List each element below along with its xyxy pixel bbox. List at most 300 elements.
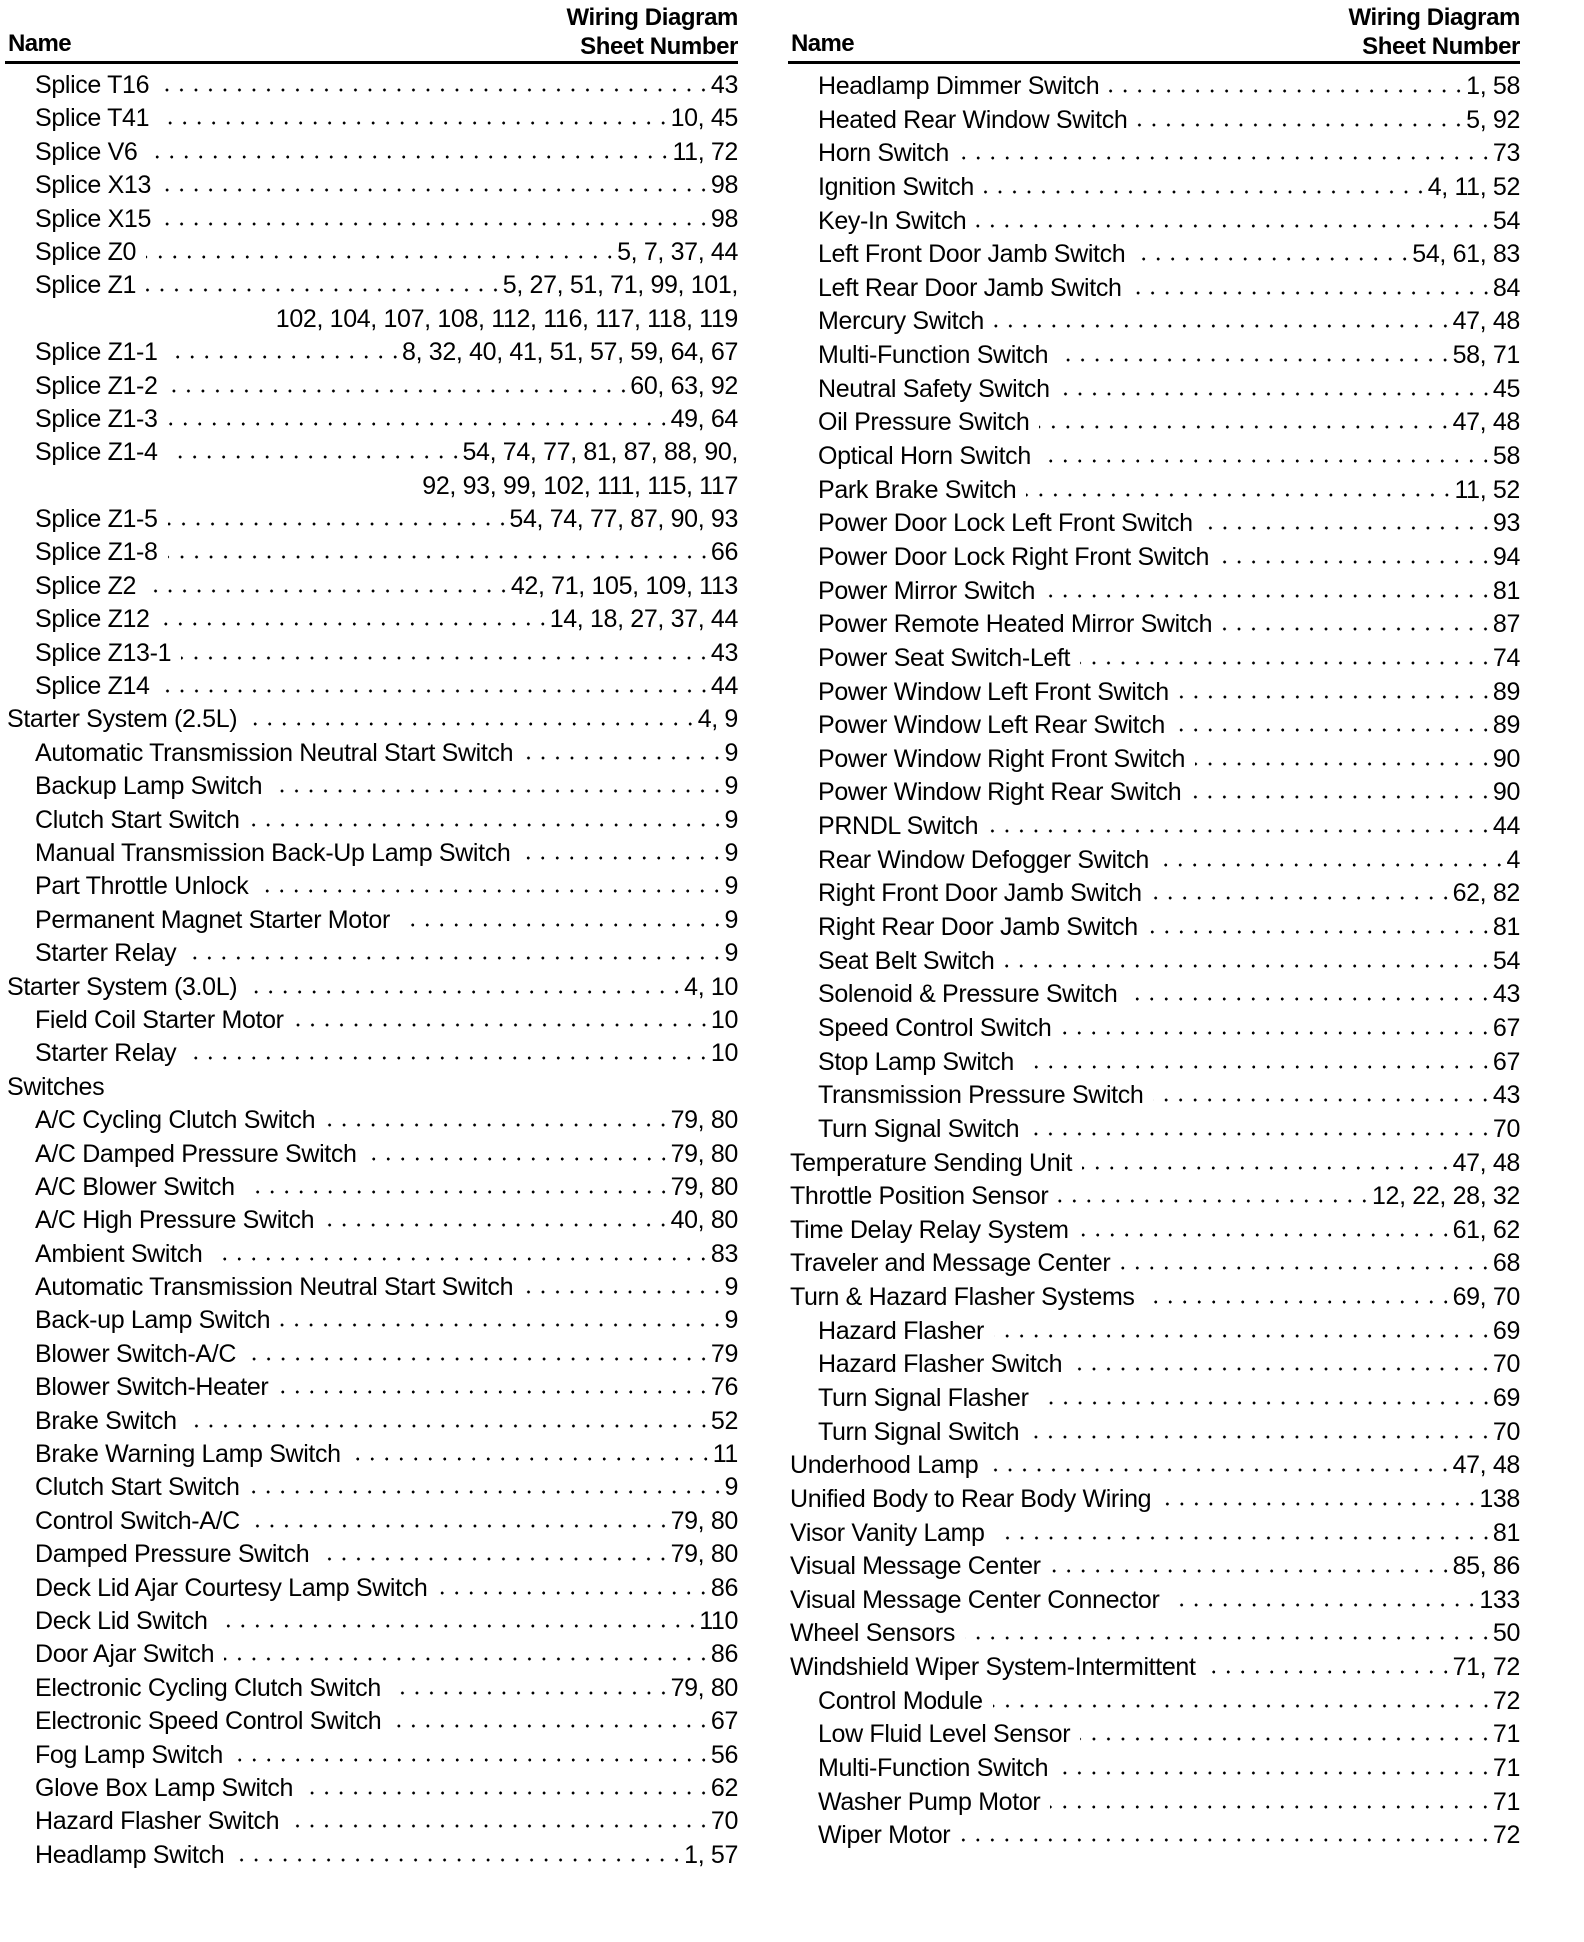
sheet-numbers: 71 bbox=[1492, 1720, 1520, 1749]
sheet-numbers: 86 bbox=[710, 1640, 738, 1669]
entry-name: Manual Transmission Back-Up Lamp Switch bbox=[35, 838, 511, 867]
entry-name: Headlamp Switch bbox=[35, 1840, 225, 1869]
sheet-numbers: 43 bbox=[710, 71, 738, 99]
index-subentry bbox=[788, 1685, 1520, 1719]
sheet-numbers: 9 bbox=[724, 738, 738, 767]
index-subentry bbox=[5, 904, 738, 937]
sheet-numbers: 83 bbox=[710, 1239, 738, 1268]
sheet-numbers: 9 bbox=[724, 772, 738, 801]
entry-name: Rear Window Defogger Switch bbox=[818, 845, 1149, 874]
sheet-numbers: 9 bbox=[724, 939, 738, 968]
index-subentry bbox=[5, 503, 738, 536]
index-subentry bbox=[5, 1304, 738, 1337]
index-entry bbox=[788, 1214, 1520, 1248]
sheet-numbers: 138 bbox=[1479, 1484, 1520, 1513]
dot-leader bbox=[1120, 1265, 1493, 1271]
dot-leader bbox=[233, 1757, 711, 1763]
dot-leader bbox=[1152, 895, 1453, 901]
entry-name: Deck Lid Ajar Courtesy Lamp Switch bbox=[35, 1573, 428, 1602]
sheet-numbers: 47, 48 bbox=[1452, 408, 1520, 437]
sheet-numbers: 54, 74, 77, 87, 90, 93 bbox=[509, 505, 738, 534]
index-subentry bbox=[5, 1638, 738, 1671]
sheet-numbers: 76 bbox=[710, 1373, 738, 1402]
index-subentry bbox=[788, 474, 1520, 508]
dot-leader bbox=[1039, 424, 1452, 430]
index-entry bbox=[788, 1651, 1520, 1685]
dot-leader bbox=[258, 888, 724, 894]
dot-leader bbox=[1135, 256, 1412, 262]
sheet-numbers: 40, 80 bbox=[670, 1206, 738, 1235]
sheet-numbers: 11, 52 bbox=[1454, 475, 1520, 504]
entry-name: Backup Lamp Switch bbox=[35, 772, 263, 801]
entry-name: Right Rear Door Jamb Switch bbox=[818, 913, 1138, 942]
dot-leader bbox=[160, 688, 711, 694]
dot-leader bbox=[1169, 1602, 1479, 1608]
sheet-numbers: 54 bbox=[1492, 946, 1520, 975]
dot-leader bbox=[146, 254, 617, 260]
entry-name: Power Door Lock Left Front Switch bbox=[818, 509, 1193, 538]
index-subentry bbox=[788, 945, 1520, 979]
sheet-numbers: 79, 80 bbox=[670, 1106, 738, 1135]
sheet-numbers: 71, 72 bbox=[1452, 1653, 1520, 1682]
sheet-numbers: 72 bbox=[1492, 1686, 1520, 1715]
sheet-numbers: 73 bbox=[1492, 139, 1520, 168]
entry-name: Splice Z1-1 bbox=[35, 338, 158, 367]
index-subentry bbox=[788, 642, 1520, 676]
dot-leader bbox=[995, 1535, 1493, 1541]
dot-leader bbox=[168, 421, 671, 427]
entry-name: Control Switch-A/C bbox=[35, 1506, 240, 1535]
entry-name: Field Coil Starter Motor bbox=[35, 1005, 284, 1034]
sheet-numbers: 102, 104, 107, 108, 112, 116, 117, 118, 119 bbox=[275, 304, 738, 333]
entry-name: Power Mirror Switch bbox=[818, 576, 1035, 605]
dot-leader bbox=[212, 1256, 711, 1262]
sheet-numbers: 66 bbox=[710, 538, 738, 567]
index-subentry bbox=[788, 877, 1520, 911]
entry-name: Brake Warning Lamp Switch bbox=[35, 1440, 341, 1469]
dot-leader bbox=[1045, 593, 1493, 599]
entry-name: Starter Relay bbox=[35, 939, 177, 968]
dot-leader bbox=[168, 521, 510, 527]
index-subentry bbox=[788, 810, 1520, 844]
entry-name: Temperature Sending Unit bbox=[790, 1148, 1073, 1177]
entry-name: Power Door Lock Right Front Switch bbox=[818, 542, 1210, 571]
sheet-numbers: 85, 86 bbox=[1452, 1552, 1520, 1581]
dot-leader bbox=[325, 1122, 670, 1128]
dot-leader bbox=[250, 1489, 725, 1495]
index-subentry bbox=[5, 136, 738, 169]
header-rule bbox=[788, 61, 1520, 64]
sheet-numbers: 67 bbox=[1492, 1047, 1520, 1076]
sheet-numbers: 62 bbox=[710, 1773, 738, 1802]
index-subentry bbox=[5, 837, 738, 870]
entry-name: Damped Pressure Switch bbox=[35, 1540, 310, 1569]
entry-name: Power Window Right Front Switch bbox=[818, 744, 1186, 773]
index-subentry bbox=[788, 1315, 1520, 1349]
dot-leader bbox=[994, 323, 1453, 329]
index-subentry bbox=[5, 804, 738, 837]
dot-leader bbox=[250, 822, 725, 828]
dot-leader bbox=[1072, 1366, 1493, 1372]
dot-leader bbox=[1132, 290, 1493, 296]
entry-name: Glove Box Lamp Switch bbox=[35, 1773, 294, 1802]
index-entry bbox=[788, 1617, 1520, 1651]
entry-name: Starter Relay bbox=[35, 1039, 177, 1068]
entry-name: Neutral Safety Switch bbox=[818, 374, 1050, 403]
dot-leader bbox=[1079, 1232, 1453, 1238]
index-subentry bbox=[5, 670, 738, 703]
index-subentry bbox=[788, 608, 1520, 642]
dot-leader bbox=[1206, 1669, 1453, 1675]
entry-name: Automatic Transmission Neutral Start Switch bbox=[35, 738, 514, 767]
dot-leader bbox=[168, 554, 711, 560]
index-subentry bbox=[5, 637, 738, 670]
index-entry bbox=[5, 1071, 738, 1104]
sheet-numbers: 10 bbox=[710, 1039, 738, 1068]
entry-name: A/C Blower Switch bbox=[35, 1172, 235, 1201]
dot-leader bbox=[168, 454, 463, 460]
index-subentry bbox=[5, 1171, 738, 1204]
index-subentry bbox=[788, 575, 1520, 609]
dot-leader bbox=[1051, 1568, 1453, 1574]
entry-name: Splice X13 bbox=[35, 171, 152, 200]
index-subentry bbox=[5, 269, 738, 302]
dot-leader bbox=[1024, 1064, 1493, 1070]
index-entry bbox=[788, 1584, 1520, 1618]
dot-leader bbox=[146, 588, 511, 594]
dot-leader bbox=[147, 154, 672, 160]
entry-name: Control Module bbox=[818, 1686, 983, 1715]
index-subentry bbox=[5, 937, 738, 970]
sheet-numbers: 86 bbox=[710, 1573, 738, 1602]
dot-leader bbox=[1222, 626, 1493, 632]
sheet-numbers: 9 bbox=[724, 905, 738, 934]
sheet-numbers-continuation bbox=[5, 470, 738, 503]
sheet-numbers: 98 bbox=[710, 171, 738, 200]
entry-name: PRNDL Switch bbox=[818, 812, 979, 841]
dot-leader bbox=[1026, 492, 1454, 498]
sheet-numbers: 70 bbox=[1492, 1417, 1520, 1446]
entry-name: Mercury Switch bbox=[818, 307, 984, 336]
index-subentry bbox=[788, 305, 1520, 339]
entry-name: Speed Control Switch bbox=[818, 1013, 1052, 1042]
dot-leader bbox=[1060, 391, 1493, 397]
sheet-numbers: 10, 45 bbox=[670, 104, 738, 133]
entry-name: Multi-Function Switch bbox=[818, 341, 1049, 370]
entry-name: A/C High Pressure Switch bbox=[35, 1206, 315, 1235]
entry-name: Splice T41 bbox=[35, 104, 150, 133]
sheet-numbers: 79, 80 bbox=[670, 1540, 738, 1569]
dot-leader bbox=[181, 655, 711, 661]
sheet-numbers: 43 bbox=[710, 638, 738, 667]
sheet-numbers: 70 bbox=[710, 1807, 738, 1836]
sheet-heading-line-1: Wiring Diagram bbox=[566, 4, 738, 31]
dot-leader bbox=[988, 1467, 1452, 1473]
index-subentry bbox=[5, 1338, 738, 1371]
entry-name: Heated Rear Window Switch bbox=[818, 105, 1128, 134]
sheet-heading-line-1: Wiring Diagram bbox=[1348, 4, 1520, 31]
entry-name: Left Rear Door Jamb Switch bbox=[818, 273, 1122, 302]
sheet-heading-line-2: Sheet Number bbox=[580, 33, 738, 60]
index-subentry bbox=[788, 1786, 1520, 1820]
entry-name: Hazard Flasher bbox=[818, 1316, 984, 1345]
index-subentry bbox=[788, 406, 1520, 440]
sheet-numbers: 74 bbox=[1492, 643, 1520, 672]
entry-name: Starter System (3.0L) bbox=[7, 972, 238, 1001]
entry-name: Switches bbox=[7, 1072, 105, 1101]
index-subentry bbox=[5, 1405, 738, 1438]
entry-name: Splice Z1-2 bbox=[35, 371, 158, 400]
dot-leader bbox=[289, 1823, 711, 1829]
sheet-numbers: 87 bbox=[1492, 610, 1520, 639]
dot-leader bbox=[1191, 794, 1493, 800]
sheet-numbers: 68 bbox=[1492, 1249, 1520, 1278]
header-rule bbox=[5, 61, 738, 64]
entry-name: Headlamp Dimmer Switch bbox=[818, 72, 1100, 100]
entry-name: Traveler and Message Center bbox=[790, 1249, 1111, 1278]
sheet-numbers: 9 bbox=[724, 872, 738, 901]
sheet-numbers: 81 bbox=[1492, 576, 1520, 605]
dot-leader bbox=[400, 922, 724, 928]
sheet-numbers: 1, 57 bbox=[684, 1840, 738, 1869]
entry-name: Splice Z1-8 bbox=[35, 538, 158, 567]
index-entry bbox=[788, 1180, 1520, 1214]
entry-name: Unified Body to Rear Body Wiring bbox=[790, 1484, 1152, 1513]
entry-list bbox=[5, 69, 738, 1872]
sheet-numbers: 72 bbox=[1492, 1821, 1520, 1850]
dot-leader bbox=[161, 187, 711, 193]
index-subentry bbox=[5, 1538, 738, 1571]
dot-leader bbox=[437, 1590, 710, 1596]
index-subentry bbox=[788, 709, 1520, 743]
index-subentry bbox=[788, 1752, 1520, 1786]
dot-leader bbox=[1148, 929, 1493, 935]
column-header bbox=[5, 0, 738, 66]
sheet-numbers: 5, 7, 37, 44 bbox=[617, 237, 738, 266]
sheet-numbers: 4, 11, 52 bbox=[1427, 172, 1520, 201]
index-column-right bbox=[788, 0, 1520, 1850]
entry-name: Blower Switch-A/C bbox=[35, 1339, 237, 1368]
dot-leader bbox=[247, 989, 684, 995]
sheet-numbers: 79, 80 bbox=[670, 1506, 738, 1535]
entry-name: Ignition Switch bbox=[818, 172, 974, 201]
sheet-numbers: 90 bbox=[1492, 744, 1520, 773]
sheet-numbers: 43 bbox=[1492, 1081, 1520, 1110]
entry-name: Visual Message Center Connector bbox=[790, 1585, 1160, 1614]
name-column-heading: Name bbox=[791, 30, 854, 57]
sheet-numbers: 79, 80 bbox=[670, 1139, 738, 1168]
sheet-numbers: 58 bbox=[1492, 442, 1520, 471]
dot-leader bbox=[168, 388, 631, 394]
dot-leader bbox=[1080, 660, 1493, 666]
dot-leader bbox=[1159, 862, 1506, 868]
index-subentry bbox=[5, 737, 738, 770]
sheet-numbers: 4 bbox=[1506, 845, 1520, 874]
sheet-heading-line-2: Sheet Number bbox=[1362, 33, 1520, 60]
index-entry bbox=[788, 1247, 1520, 1281]
entry-name: Permanent Magnet Starter Motor bbox=[35, 905, 390, 934]
entry-name: Hazard Flasher Switch bbox=[818, 1350, 1063, 1379]
index-subentry bbox=[5, 570, 738, 603]
dot-leader bbox=[976, 223, 1493, 229]
sheet-numbers: 79, 80 bbox=[670, 1673, 738, 1702]
entry-name: Time Delay Relay System bbox=[790, 1215, 1069, 1244]
dot-leader bbox=[1058, 1770, 1493, 1776]
dot-leader bbox=[280, 1322, 724, 1328]
index-subentry bbox=[5, 403, 738, 436]
dot-leader bbox=[523, 1289, 724, 1295]
dot-leader bbox=[146, 287, 503, 293]
sheet-numbers: 54 bbox=[1492, 206, 1520, 235]
index-entry bbox=[788, 1449, 1520, 1483]
entry-name: Door Ajar Switch bbox=[35, 1640, 215, 1669]
dot-leader bbox=[1061, 1030, 1492, 1036]
index-subentry bbox=[788, 373, 1520, 407]
index-subentry bbox=[5, 203, 738, 236]
dot-leader bbox=[994, 1333, 1493, 1339]
index-subentry bbox=[788, 137, 1520, 171]
sheet-numbers: 4, 9 bbox=[697, 705, 738, 734]
index-subentry bbox=[788, 1718, 1520, 1752]
index-subentry bbox=[5, 770, 738, 803]
dot-leader bbox=[303, 1790, 711, 1796]
entry-name: Turn Signal Switch bbox=[818, 1417, 1020, 1446]
entry-name: Power Window Left Front Switch bbox=[818, 677, 1169, 706]
dot-leader bbox=[278, 1389, 711, 1395]
index-subentry bbox=[5, 1138, 738, 1171]
sheet-numbers: 133 bbox=[1479, 1585, 1520, 1614]
sheet-numbers: 94 bbox=[1492, 542, 1520, 571]
index-subentry bbox=[5, 1204, 738, 1237]
sheet-numbers: 11, 72 bbox=[672, 137, 738, 166]
index-subentry bbox=[788, 1079, 1520, 1113]
index-entry bbox=[5, 971, 738, 1004]
sheet-numbers: 1, 58 bbox=[1466, 72, 1520, 100]
entry-name: Fog Lamp Switch bbox=[35, 1740, 223, 1769]
dot-leader bbox=[168, 354, 402, 360]
sheet-numbers: 14, 18, 27, 37, 44 bbox=[549, 605, 738, 634]
sheet-numbers: 79 bbox=[710, 1339, 738, 1368]
dot-leader bbox=[1219, 559, 1493, 565]
index-subentry bbox=[5, 1037, 738, 1070]
dot-leader bbox=[1058, 1198, 1372, 1204]
sheet-numbers: 93 bbox=[1492, 509, 1520, 538]
index-subentry bbox=[788, 1012, 1520, 1046]
dot-leader bbox=[187, 1423, 711, 1429]
dot-leader bbox=[161, 221, 711, 227]
index-entry bbox=[788, 1517, 1520, 1551]
index-subentry bbox=[788, 339, 1520, 373]
dot-leader bbox=[367, 1156, 671, 1162]
sheet-numbers: 70 bbox=[1492, 1114, 1520, 1143]
sheet-numbers: 9 bbox=[724, 1273, 738, 1302]
entry-name: Key-In Switch bbox=[818, 206, 967, 235]
sheet-numbers: 56 bbox=[710, 1740, 738, 1769]
index-subentry bbox=[788, 676, 1520, 710]
index-subentry bbox=[5, 436, 738, 469]
dot-leader bbox=[1195, 761, 1493, 767]
dot-leader bbox=[1137, 122, 1466, 128]
sheet-numbers: 61, 62 bbox=[1452, 1215, 1520, 1244]
dot-leader bbox=[1175, 727, 1493, 733]
index-subentry bbox=[788, 171, 1520, 205]
entry-name: Splice Z0 bbox=[35, 237, 137, 266]
dot-leader bbox=[114, 1089, 738, 1095]
dot-leader bbox=[159, 87, 711, 93]
index-subentry bbox=[5, 69, 738, 102]
sheet-numbers: 9 bbox=[724, 1473, 738, 1502]
sheet-numbers: 67 bbox=[1492, 1013, 1520, 1042]
sheet-numbers: 54, 74, 77, 81, 87, 88, 90, bbox=[462, 438, 738, 467]
index-subentry bbox=[788, 743, 1520, 777]
dot-leader bbox=[247, 721, 697, 727]
dot-leader bbox=[234, 1857, 684, 1863]
entry-name: Visual Message Center bbox=[790, 1552, 1041, 1581]
dot-leader bbox=[159, 120, 670, 126]
entry-name: Splice Z1-4 bbox=[35, 438, 158, 467]
index-subentry bbox=[5, 1605, 738, 1638]
index-subentry bbox=[788, 978, 1520, 1012]
entry-name: Ambient Switch bbox=[35, 1239, 203, 1268]
sheet-numbers: 9 bbox=[724, 838, 738, 867]
index-subentry bbox=[5, 1839, 738, 1872]
sheet-numbers: 8, 32, 40, 41, 51, 57, 59, 64, 67 bbox=[402, 338, 738, 367]
index-subentry bbox=[5, 1805, 738, 1838]
dot-leader bbox=[186, 1055, 711, 1061]
entry-name: Underhood Lamp bbox=[790, 1451, 979, 1480]
index-subentry bbox=[5, 870, 738, 903]
sheet-numbers: 71 bbox=[1492, 1754, 1520, 1783]
dot-leader bbox=[160, 621, 550, 627]
entry-name: Clutch Start Switch bbox=[35, 1473, 240, 1502]
dot-leader bbox=[993, 1703, 1493, 1709]
sheet-numbers: 60, 63, 92 bbox=[630, 371, 738, 400]
index-subentry bbox=[5, 1438, 738, 1471]
dot-leader bbox=[351, 1456, 713, 1462]
dot-leader bbox=[1050, 1804, 1493, 1810]
entry-name: Solenoid & Pressure Switch bbox=[818, 980, 1118, 1009]
index-subentry bbox=[788, 1819, 1520, 1853]
entry-name: Left Front Door Jamb Switch bbox=[818, 240, 1126, 269]
dot-leader bbox=[1145, 1299, 1453, 1305]
entry-name: Hazard Flasher Switch bbox=[35, 1807, 280, 1836]
dot-leader bbox=[1041, 458, 1493, 464]
sheet-numbers: 44 bbox=[1492, 812, 1520, 841]
index-subentry bbox=[788, 1416, 1520, 1450]
index-subentry bbox=[788, 205, 1520, 239]
sheet-numbers: 62, 82 bbox=[1452, 879, 1520, 908]
dot-leader bbox=[959, 155, 1493, 161]
dot-leader bbox=[965, 1635, 1493, 1641]
dot-leader bbox=[988, 828, 1493, 834]
name-column-heading: Name bbox=[8, 30, 71, 57]
sheet-numbers: 43 bbox=[1492, 980, 1520, 1009]
entry-name: Stop Lamp Switch bbox=[818, 1047, 1014, 1076]
index-subentry bbox=[788, 911, 1520, 945]
sheet-numbers: 70 bbox=[1492, 1350, 1520, 1379]
index-subentry bbox=[788, 1046, 1520, 1080]
index-subentry bbox=[788, 844, 1520, 878]
index-subentry bbox=[5, 1672, 738, 1705]
sheet-numbers: 45 bbox=[1492, 374, 1520, 403]
entry-name: Seat Belt Switch bbox=[818, 946, 995, 975]
column-header bbox=[788, 0, 1520, 66]
entry-name: Power Seat Switch-Left bbox=[818, 643, 1071, 672]
index-column-left bbox=[5, 0, 738, 1869]
sheet-numbers: 92, 93, 99, 102, 111, 115, 117 bbox=[422, 471, 738, 500]
dot-leader bbox=[1058, 357, 1452, 363]
index-subentry bbox=[788, 272, 1520, 306]
